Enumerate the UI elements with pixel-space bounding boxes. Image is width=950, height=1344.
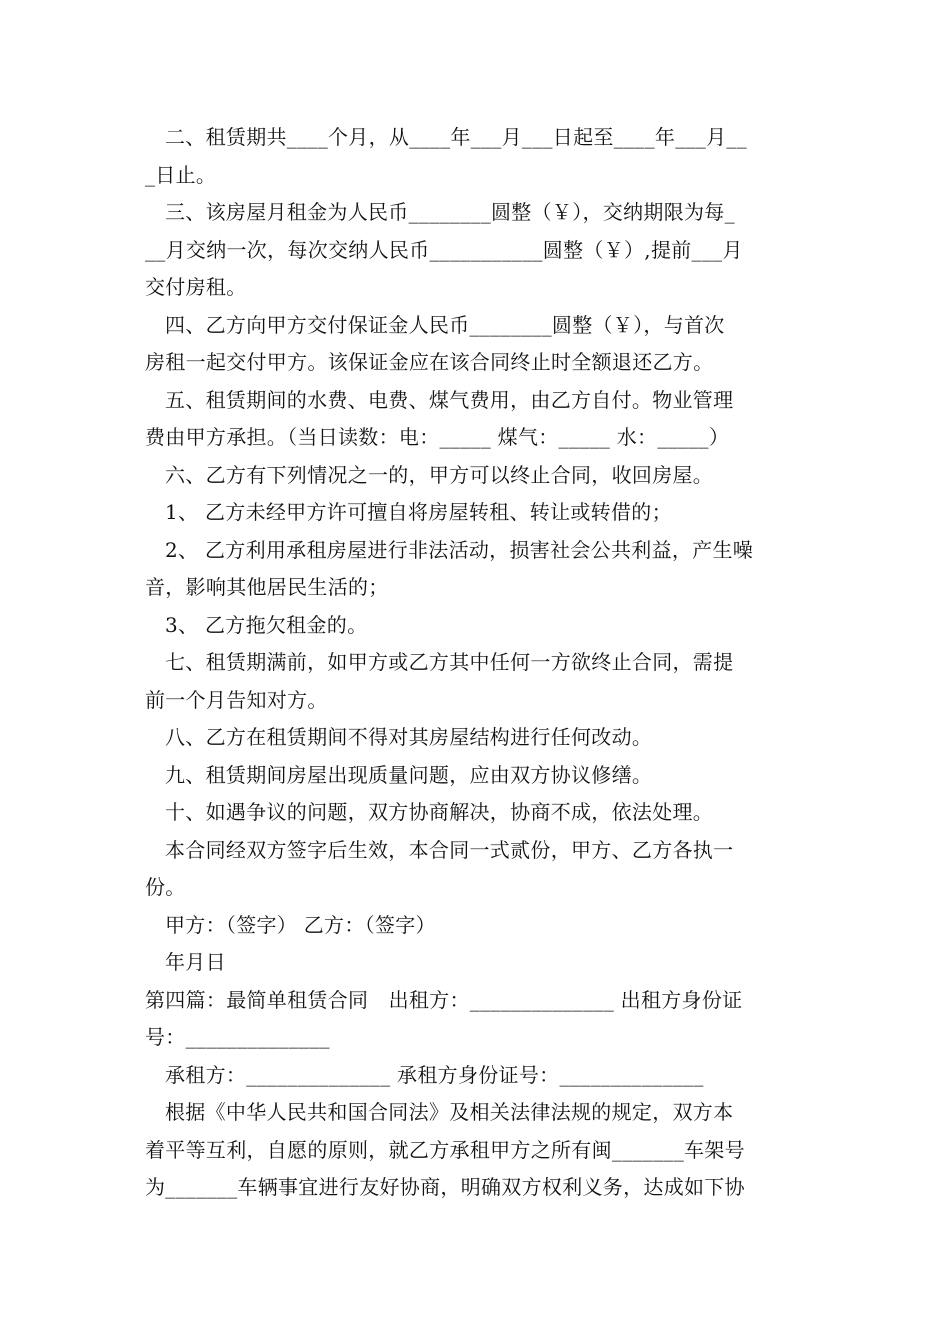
lessee-line: 承租方：______________ 承租方身份证号：______________: [165, 1062, 704, 1087]
clause-8: 八、乙方在租赁期间不得对其房屋结构进行任何改动。: [165, 725, 653, 749]
clause-4-line-1: 四、乙方向甲方交付保证金人民币________圆整（￥），与首次: [165, 312, 725, 337]
preamble-line-2: 着平等互利，自愿的原则，就乙方承租甲方之所有闽_______车架号: [145, 1137, 745, 1162]
clause-5-line-1: 五、租赁期间的水费、电费、煤气费用，由乙方自付。物业管理: [165, 387, 734, 412]
section-4-heading-line-1: 第四篇：最简单租赁合同 出租方：______________ 出租方身份证: [145, 987, 743, 1012]
clause-6-item-2-line-2: 音，影响其他居民生活的；: [145, 575, 389, 599]
clause-7-line-1: 七、租赁期满前，如甲方或乙方其中任何一方欲终止合同，需提: [165, 650, 734, 674]
section-4-heading-line-2: 号：______________: [145, 1025, 330, 1049]
clause-9: 九、租赁期间房屋出现质量问题，应由双方协议修缮。: [165, 762, 653, 787]
preamble-line-1: 根据《中华人民共和国合同法》及相关法律法规的规定，双方本: [165, 1100, 734, 1124]
clause-6-line-1: 六、乙方有下列情况之一的，甲方可以终止合同，收回房屋。: [165, 462, 714, 487]
clause-6-item-2-line-1: 2、 乙方利用承租房屋进行非法活动，损害社会公共利益，产生噪: [165, 537, 754, 562]
clause-4-line-2: 房租一起交付甲方。该保证金应在该合同终止时全额退还乙方。: [145, 350, 714, 374]
clause-5-line-2: 费由甲方承担。（当日读数：电：_____ 煤气：_____ 水：_____）: [145, 425, 730, 449]
clause-2-line-1: 二、租赁期共____个月，从____年___月___日起至____年___月__: [165, 125, 747, 149]
clause-2-line-2: _日止。: [145, 162, 217, 187]
effective-line-2: 份。: [145, 875, 186, 899]
document-body: [145, 119, 805, 1207]
clause-10: 十、如遇争议的问题，双方协商解决，协商不成，依法处理。: [165, 800, 714, 824]
clause-7-line-2: 前一个月告知对方。: [145, 687, 328, 712]
effective-line-1: 本合同经双方签字后生效，本合同一式贰份，甲方、乙方各执一: [165, 837, 734, 862]
clause-3-line-2: __月交纳一次，每次交纳人民币___________圆整（￥）,提前___月: [145, 237, 743, 262]
clause-3-line-3: 交付房租。: [145, 275, 247, 299]
signature-line: 甲方：（签字） 乙方：（签字）: [165, 912, 436, 937]
clause-3-line-1: 三、该房屋月租金为人民币________圆整（￥），交纳期限为每_: [165, 200, 735, 224]
clause-6-item-1: 1、 乙方未经甲方许可擅自将房屋转租、转让或转借的；: [165, 500, 672, 524]
date-line: 年月日: [165, 950, 226, 974]
clause-6-item-3: 3、 乙方拖欠租金的。: [165, 612, 368, 637]
preamble-line-3: 为_______车辆事宜进行友好协商，明确双方权利义务，达成如下协: [145, 1175, 745, 1199]
